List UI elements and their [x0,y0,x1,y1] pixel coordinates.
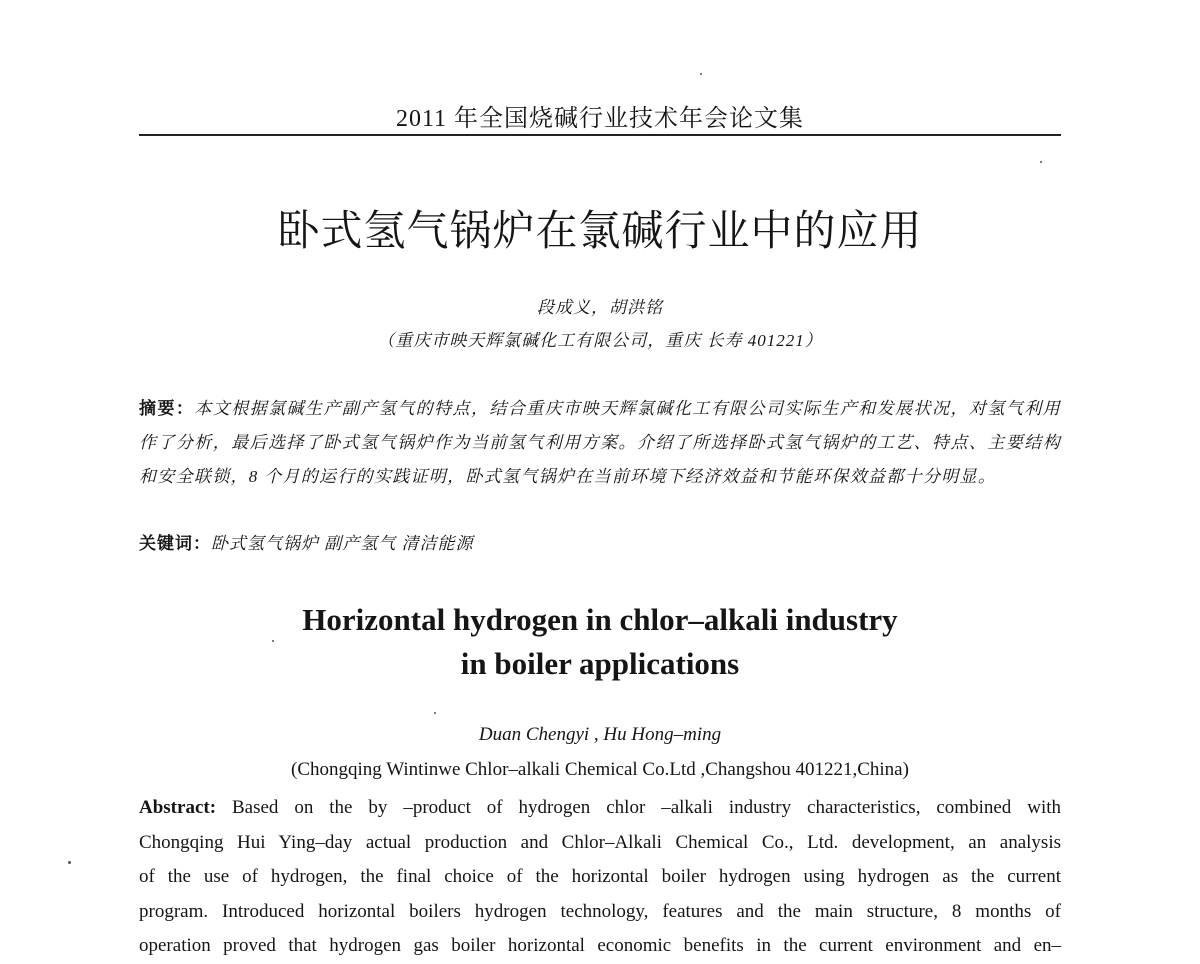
english-abstract-line: Abstract: Based on the by –product of hydrogen chlor –alkali industry characteristics, combined with [139,797,1062,818]
scan-speck [1040,161,1042,163]
chinese-affiliation: （重庆市映天辉氯碱化工有限公司，重庆 长寿 401221） [377,331,823,350]
english-title-line2: in boiler applications [460,646,740,681]
scan-speck [68,861,71,864]
chinese-keywords [139,529,1061,554]
chinese-keywords-label: 关键词： [139,534,211,553]
chinese-abstract [139,392,1061,494]
english-affiliation: (Chongqing Wintinwe Chlor–alkali Chemical Co.Ltd ,Changshou 401221,China) [291,759,909,780]
header-rule [139,134,1061,136]
english-abstract-label: Abstract: [139,797,217,818]
english-title-line1: Horizontal hydrogen in chlor–alkali industry [302,602,898,637]
english-abstract [139,791,1061,964]
scan-speck [272,640,274,642]
english-abstract-line: operation proved that hydrogen gas boiler horizontal economic benefits in the current environment and en– [139,935,1061,956]
chinese-keywords-text: 卧式氢气锅炉 副产氢气 清洁能源 [211,534,474,553]
english-authors: Duan Chengyi , Hu Hong–ming [478,724,722,745]
chinese-title: 卧式氢气锅炉在氯碱行业中的应用 [277,206,923,255]
proceedings-header: 2011 年全国烧碱行业技术年会论文集 [395,106,805,132]
english-title [0,598,1200,686]
english-abstract-line: Chongqing Hui Ying–day actual production and Chlor–Alkali Chemical Co., Ltd. development, an analysis [139,831,1061,853]
english-abstract-line: program. Introduced horizontal boilers hydrogen technology, features and the main structure, 8 months of [139,900,1061,922]
english-abstract-line: of the use of hydrogen, the final choice of the horizontal boiler hydrogen using hydrogen as the current [139,866,1061,887]
chinese-abstract-label: 摘要： [139,399,195,418]
chinese-abstract-text: 本文根据氯碱生产副产氢气的特点，结合重庆市映天辉氯碱化工有限公司实际生产和发展状况，对氢气利用作了分析，最后选择了卧式氢气锅炉作为当前氢气利用方案。介绍了所选择卧式氢气锅炉的工艺、特点、主要结构和安全联锁，8 个月的运行的实践证明，卧式氢气锅炉在当前环境下经济效益和节能环保效益都十分明显。 [139,399,1061,486]
scan-speck [434,712,436,714]
scan-speck [700,73,702,75]
chinese-authors: 段成义，胡洪铭 [537,298,663,317]
